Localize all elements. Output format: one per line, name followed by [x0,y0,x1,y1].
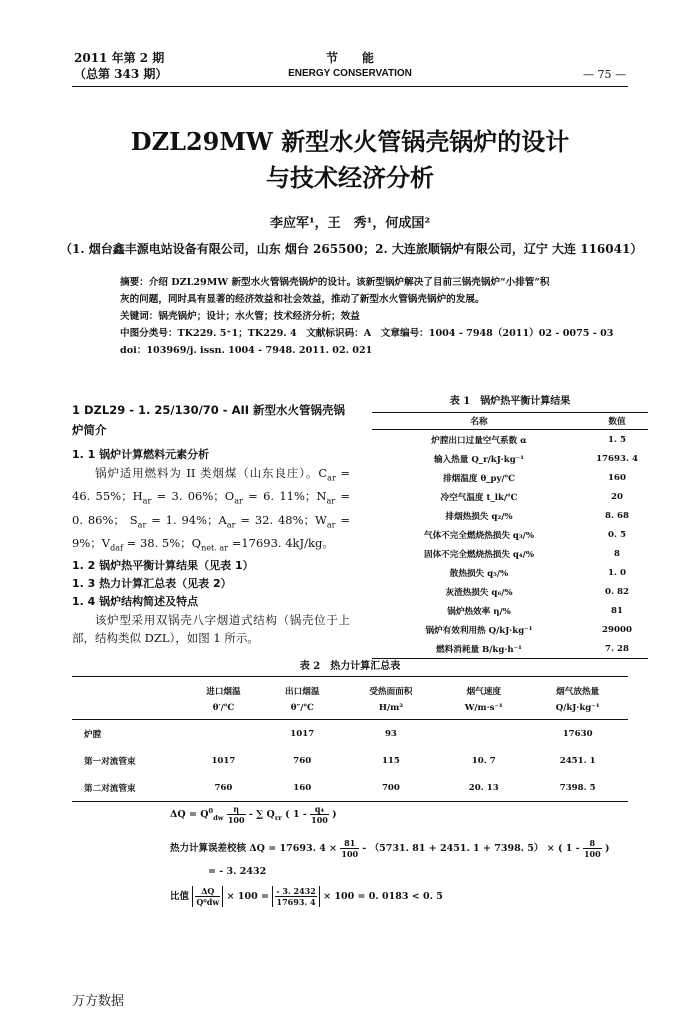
equation-2: 热力计算误差校核 ΔQ = 17693. 4 × $\frac{81}{100}$ - （5731. 81 + 2451. 1 + 7398. 5） × ( 1 - $\frac{8}{100}$ ) [170,838,610,859]
table-cell [184,720,263,748]
article-title [70,124,630,196]
section-1-3-heading: 1. 3 热力计算汇总表（见表 2） [72,577,232,591]
table-2-caption: 表 2 热力计算汇总表 [299,661,401,672]
table-cell: 8. 68 [605,510,629,521]
table-cell: 排烟热损失 q₂/% [445,511,513,522]
table-1-header-row [372,413,648,430]
table-header-cell: Q/kJ·kg⁻¹ [527,697,628,720]
section-1-4-heading: 1. 4 锅炉结构简述及特点 [72,595,199,609]
table-cell: 锅炉有效利用热 Q/kJ·kg⁻¹ [425,625,533,636]
table-cell: 1. 0 [608,567,626,578]
table-cell: 1017 [290,728,315,739]
table-row [372,506,648,525]
table-cell: 0. 5 [608,529,626,540]
table-cell [72,697,184,720]
table-cell: 冷空气温度 t_lk/℃ [440,492,518,503]
table-cell [440,720,527,748]
journal-name-en: ENERGY CONSERVATION [288,68,412,79]
table-cell: 700 [342,774,441,802]
body-left-column [72,400,350,647]
journal-name-cn: 节 能 [325,51,374,65]
table-cell: 气体不完全燃烧热损失 q₃/% [423,530,534,541]
table-cell: 2451. 1 [559,755,596,766]
table-row [72,747,628,774]
table-header-cell: 进口烟温 [184,677,263,698]
table-cell: 8 [614,548,620,559]
table-cell: 1. 5 [608,434,626,445]
table-cell: 0. 82 [605,586,629,597]
table-cell: 10. 7 [471,755,496,766]
section-1-1-text: 锅炉适用燃料为 II 类烟煤（山东良庄）。$C_{ar} = 46$. 55%；$H_{ar} = 3$. 06%；$O_{ar} = 6$. 11%；$N_{ar} = 0$. 86%； $S_{ar} = 1$. 94%；$A_{ar} = 32$. 48%；$W_{ar} = 9\%$；$V_{daf} = 38$. 5%；$Q_{net. ar} =17693$. 4kJ/kg。 [72,466,351,553]
abstract-block [120,274,614,359]
issue-number: 2011 年第 2 期 [74,51,165,65]
table-header-cell: 烟气放热量 [527,677,628,698]
watermark-text: 万方数据 [72,994,125,1009]
table-cell: 灰渣热损失 q₆/% [445,587,513,598]
table-2-header-row-top [72,677,628,698]
equation-4: 比值 $\frac{\Delta Q}{\text{Q⁰dw}}$ × 100 = $\frac{- 3. 2432}{17693. 4}$ × 100 = 0. 0183 < 0. 5 [170,886,443,907]
table-header-cell: W/m·s⁻¹ [440,697,527,720]
abstract-line-2: 灰的问题，同时具有显著的经济效益和社会效益，推动了新型水火管锅壳锅炉的发展。 [120,294,485,305]
table-row [72,720,628,748]
table-row-label: 第一对流管束 [84,756,136,767]
section-1-2-heading: 1. 2 锅炉热平衡计算结果（见表 1） [72,559,254,573]
table-cell: 固体不完全燃烧热损失 q₄/% [423,549,534,560]
table-row-label: 第二对流管束 [72,774,184,802]
table-1 [372,412,648,659]
table-row [372,639,648,659]
table-row [372,525,648,544]
table-header-cell: 烟气速度 [440,677,527,698]
table-cell: 17693. 4 [596,453,638,464]
table-cell: 20 [611,491,623,502]
keywords: 关键词：锅壳锅炉；设计；水火管；技术经济分析；效益 [120,311,360,322]
table-cell: 散热损失 q₅/% [449,568,509,579]
table-cell: 93 [384,728,397,739]
table-cell: 160 [263,774,342,802]
affiliations: （1. 烟台鑫丰源电站设备有限公司，山东 烟台 265500；2. 大连旅顺锅炉有限公司，辽宁 大连 116041） [60,242,643,256]
section-1-4-text: 该炉型采用双锅壳八字烟道式结构（锅壳位于上部，结构类似 DZL），如图 1 所示。 [72,613,350,646]
table-cell: 160 [608,472,626,483]
table-row [372,582,648,601]
table-cell: 燃料消耗量 B/kg·h⁻¹ [372,639,586,659]
table-2 [72,676,628,802]
table-2-header-row-bottom [72,697,628,720]
table-cell: 排烟温度 θ_py/℃ [443,473,515,484]
abstract-line-1: 摘要：介绍 DZL29MW 新型水火管锅壳锅炉的设计。该新型锅炉解决了目前三锅壳锅炉“小排管”积 [120,277,550,288]
table-cell [72,677,184,698]
table-row [72,774,628,802]
doi: doi：103969/j. issn. 1004 - 7948. 2011. 02. 021 [120,345,373,356]
table-row [372,468,648,487]
table-cell: 20. 13 [440,774,527,802]
page-number: — 75 — [583,68,626,81]
section-1-heading [72,400,350,440]
table-row-label: 炉膛 [84,729,102,740]
table-1-caption: 表 1 锅炉热平衡计算结果 [449,396,571,407]
authors: 李应军¹，王 秀¹，何成国² [269,216,431,231]
table-header-cell: 受热面面积 [342,677,441,698]
table-cell: 760 [293,755,312,766]
table-header-cell: θ″/℃ [263,697,342,720]
table-row [372,563,648,582]
table-cell: 760 [184,774,263,802]
table-header-cell: 出口烟温 [263,677,342,698]
classification: 中图分类号：TK229. 5⁺1；TK229. 4 文献标识码：A 文章编号：1004 - 7948（2011）02 - 0075 - 03 [120,328,614,339]
table-cell: 81 [611,605,623,616]
table-cell: 1017 [211,755,236,766]
issue-info [74,50,167,82]
table-cell: 输入热量 Q_r/kJ·kg⁻¹ [433,454,525,465]
equation-1: $\Delta Q = Q^0_{dw}$ $\frac{\eta}{100}$ - ∑ $Q_{rr}$ ( 1 - $\frac{\text{q₄}}{100}$ ) [170,804,337,825]
serial-number: （总第 343 期） [74,67,168,81]
table-header-cell: H/m² [342,697,441,720]
table-cell: 炉膛出口过量空气系数 α [431,435,527,446]
journal-header [250,50,450,82]
table-row [372,620,648,639]
title-line-1: DZL29MW 新型水火管锅壳锅炉的设计 [130,127,570,156]
table-cell: 锅炉热效率 η/% [447,606,511,617]
equation-3: = - 3. 2432 [208,866,267,877]
section-1-heading-a: 1 DZL29 - 1. 25/130/70 - AII 新型水火管锅壳锅 [72,403,346,417]
table-row [372,601,648,620]
table-row [372,487,648,506]
table-cell: 7398. 5 [527,774,628,802]
section-1-1-heading: 1. 1 锅炉计算燃料元素分析 [72,448,210,461]
table-cell: 115 [381,755,400,766]
table-1-col-value: 数值 [586,413,648,430]
table-cell: 29000 [602,624,632,635]
table-row [372,449,648,468]
section-1-heading-b: 炉简介 [72,423,107,437]
table-row [372,544,648,563]
table-row [372,430,648,450]
table-cell: 17630 [562,728,593,739]
header-rule [72,86,628,87]
table-1-col-name: 名称 [372,413,586,430]
title-line-2: 与技术经济分析 [266,163,434,192]
table-header-cell: θ′/℃ [184,697,263,720]
table-cell: 7. 28 [586,639,648,659]
